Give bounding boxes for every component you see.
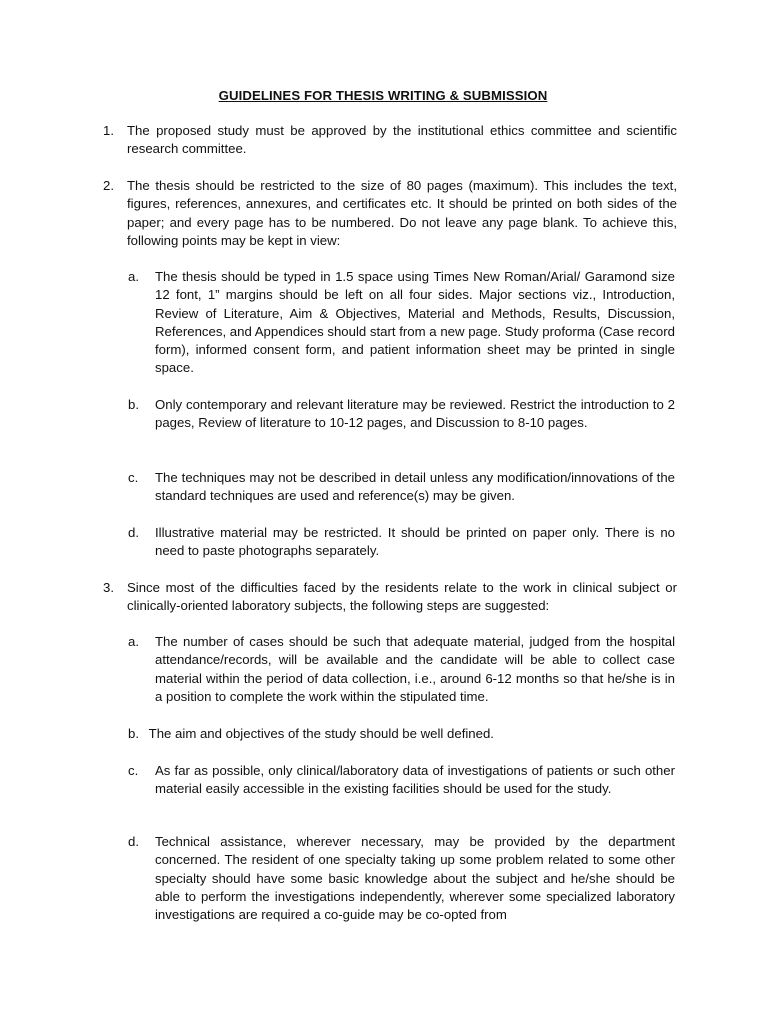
subitem-text: The thesis should be typed in 1.5 space using Times New Roman/Arial/ Garamond size 12 font, 1” margins should be left on all four sides. Major sections viz., Introduction, Review of Literature, Aim & Objectives, Material and Methods, Results, Discussion, References, and Appendices should start from a new page. Study proforma (Case record form), informed consent form, and patient information sheet may be printed in single space. [155, 269, 675, 376]
item-text: Since most of the difficulties faced by the residents relate to the work in clinical subject or clinically-oriented laboratory subjects, the following steps are suggested: [127, 580, 677, 614]
item-text: The thesis should be restricted to the size of 80 pages (maximum). This includes the text, figures, references, annexures, and certificates etc. It should be printed on both sides of the paper; and every page has to be numbered. Do not leave any page blank. To achieve this, following points may be kept in view: [127, 178, 677, 248]
subitem-letter: a. [128, 634, 139, 649]
item-number: 3. [103, 580, 114, 595]
subitem-letter: a. [128, 269, 139, 284]
document-title: GUIDELINES FOR THESIS WRITING & SUBMISSION [218, 88, 548, 103]
subitem-letter: c. [128, 470, 139, 485]
item-number: 1. [103, 123, 114, 138]
subitem-letter: c. [128, 763, 139, 778]
subitem-text: Technical assistance, wherever necessary, may be provided by the department concerned. The resident of one specialty taking up some problem related to some other specialty should have some basic knowledge about the subject and he/she should be able to perform the investigations independently, wherever some specialized laboratory investigations are required a co-guide may be co-opted from [155, 834, 675, 923]
item-number: 2. [103, 178, 114, 193]
subitem-text: Illustrative material may be restricted. It should be printed on paper only. There is no need to paste photographs separately. [155, 525, 675, 559]
subitem-text: The techniques may not be described in detail unless any modification/innovations of the standard techniques are used and reference(s) may be given. [155, 470, 675, 504]
subitem-text: Only contemporary and relevant literature may be reviewed. Restrict the introduction to 2 pages, Review of literature to 10-12 pages, and Discussion to 8-10 pages. [155, 397, 675, 431]
subitem-text: The number of cases should be such that adequate material, judged from the hospital attendance/records, will be available and the candidate will be able to collect case material within the period of data collection, i.e., around 6-12 months so that he/she is in a position to complete the work within the stipulated time. [155, 634, 675, 704]
subitem-text: The aim and objectives of the study should be well defined. [148, 726, 494, 741]
subitem-text: As far as possible, only clinical/laboratory data of investigations of patients or such other material easily accessible in the existing facilities should be used for the study. [155, 763, 675, 797]
subitem-letter: b. [128, 726, 139, 741]
subitem-letter: d. [128, 525, 139, 540]
item-text: The proposed study must be approved by the institutional ethics committee and scientific research committee. [127, 123, 677, 157]
subitem-letter: b. [128, 397, 139, 412]
subitem-letter: d. [128, 834, 139, 849]
list-subitem [128, 725, 494, 743]
